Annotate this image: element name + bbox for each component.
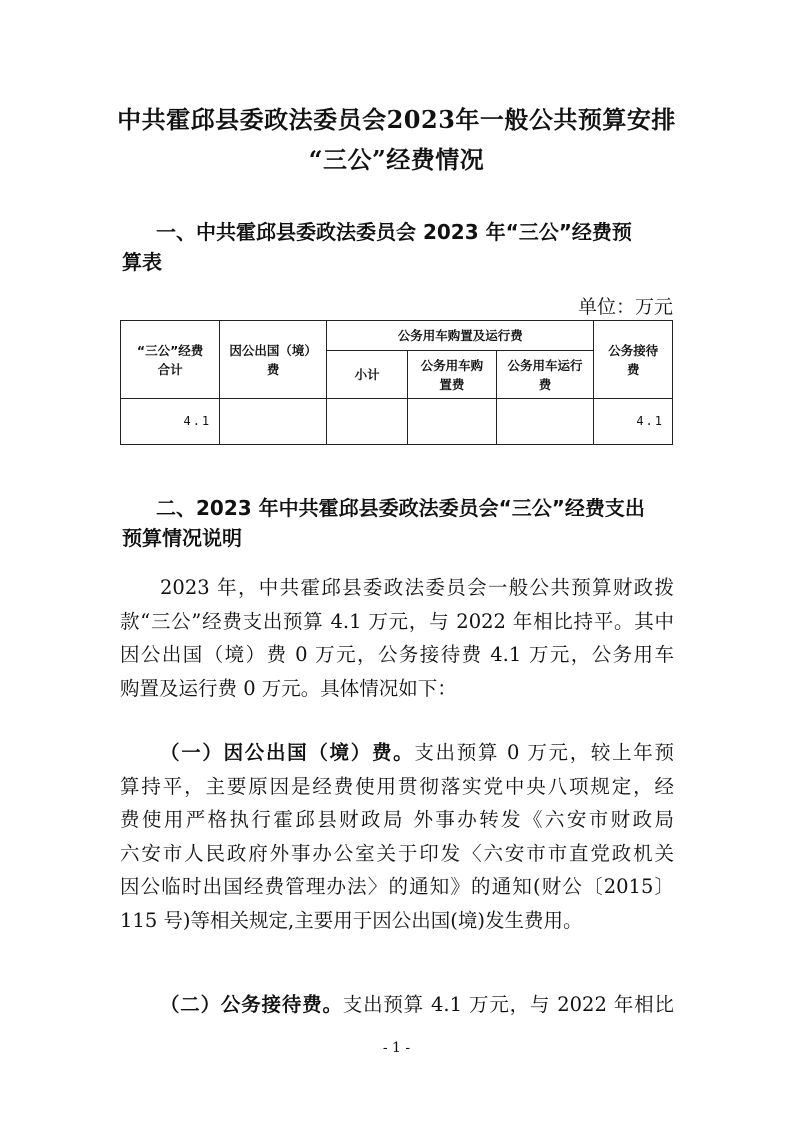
header-operation-line2: 费 (538, 376, 552, 392)
header-total-line1: “三公”经费 (136, 342, 204, 358)
page-number: - 1 - (382, 1040, 411, 1056)
travel-line5: 因公临时出国经费管理办法〉的通知》的通知(财公〔2015〕 (120, 875, 674, 898)
header-purchase (408, 351, 497, 399)
travel-line4: 六安市人民政府外事办公室关于印发〈六安市市直党政机关 (120, 841, 674, 865)
paragraph-travel (120, 736, 674, 937)
paragraph-reception (120, 988, 674, 1022)
header-travel (220, 321, 327, 399)
header-purchase-line1: 公务用车购 (420, 357, 484, 373)
document-title-line1: 中共霍邱县委政法委员会2023年一般公共预算安排 (117, 105, 676, 134)
overview-line1: 2023 年，中共霍邱县委政法委员会一般公共预算财政拨 (160, 576, 674, 599)
header-travel-line1: 因公出国（境） (229, 342, 317, 358)
document-title-line2: “三公”经费情况 (308, 145, 485, 174)
travel-line2: 算持平，主要原因是经费使用贯彻落实党中央八项规定，经 (120, 774, 674, 798)
section2-heading-line2: 预算情况说明 (122, 526, 242, 550)
travel-line3: 费使用严格执行霍邱县财政局 外事办转发《六安市财政局 (120, 808, 674, 831)
budget-table (120, 320, 673, 445)
cell-total: 4.1 (121, 399, 220, 445)
section1-heading-line1: 一、中共霍邱县委政法委员会 2023 年“三公”经费预 (156, 220, 632, 244)
header-reception (594, 321, 673, 399)
header-reception-line1: 公务接待 (608, 342, 659, 358)
header-subtotal: 小计 (327, 351, 408, 399)
header-vehicle: 公务用车购置及运行费 (327, 321, 594, 351)
overview-line4: 购置及运行费 0 万元。具体情况如下： (120, 676, 457, 700)
cell-reception: 4.1 (594, 399, 673, 445)
reception-line1-text: 支出预算 4.1 万元，与 2022 年相比 (342, 993, 674, 1016)
travel-label: （一）因公出国（境）费。 (160, 741, 415, 764)
header-operation (496, 351, 594, 399)
travel-line6: 115 号)等相关规定,主要用于因公出国(境)发生费用。 (120, 908, 583, 932)
cell-operation (496, 399, 594, 445)
reception-line1 (120, 988, 674, 1022)
header-travel-line2: 费 (266, 361, 280, 377)
section2-heading-line1: 二、2023 年中共霍邱县委政法委员会“三公”经费支出 (156, 496, 645, 520)
reception-label: （二）公务接待费。 (160, 993, 343, 1016)
header-total-line2: 合计 (157, 361, 183, 377)
section2-heading (122, 493, 674, 553)
cell-purchase (408, 399, 497, 445)
table-unit-label: 单位：万元 (577, 296, 673, 318)
header-operation-line1: 公务用车运行 (507, 357, 583, 373)
overview-line2: 款“三公”经费支出预算 4.1 万元，与 2022 年相比持平。其中 (120, 609, 674, 633)
paragraph-overview (120, 571, 674, 705)
cell-subtotal (327, 399, 408, 445)
header-reception-line2: 费 (626, 361, 640, 377)
travel-line1 (120, 736, 674, 770)
cell-travel (220, 399, 327, 445)
section1-heading (122, 217, 674, 277)
section1-heading-line2: 算表 (122, 250, 162, 274)
overview-line3: 因公出国（境）费 0 万元，公务接待费 4.1 万元，公务用车 (120, 643, 674, 666)
header-purchase-line2: 置费 (439, 376, 465, 392)
header-total (121, 321, 220, 399)
travel-line1-text: 支出预算 0 万元，较上年预 (414, 741, 674, 764)
table-row (121, 399, 673, 445)
